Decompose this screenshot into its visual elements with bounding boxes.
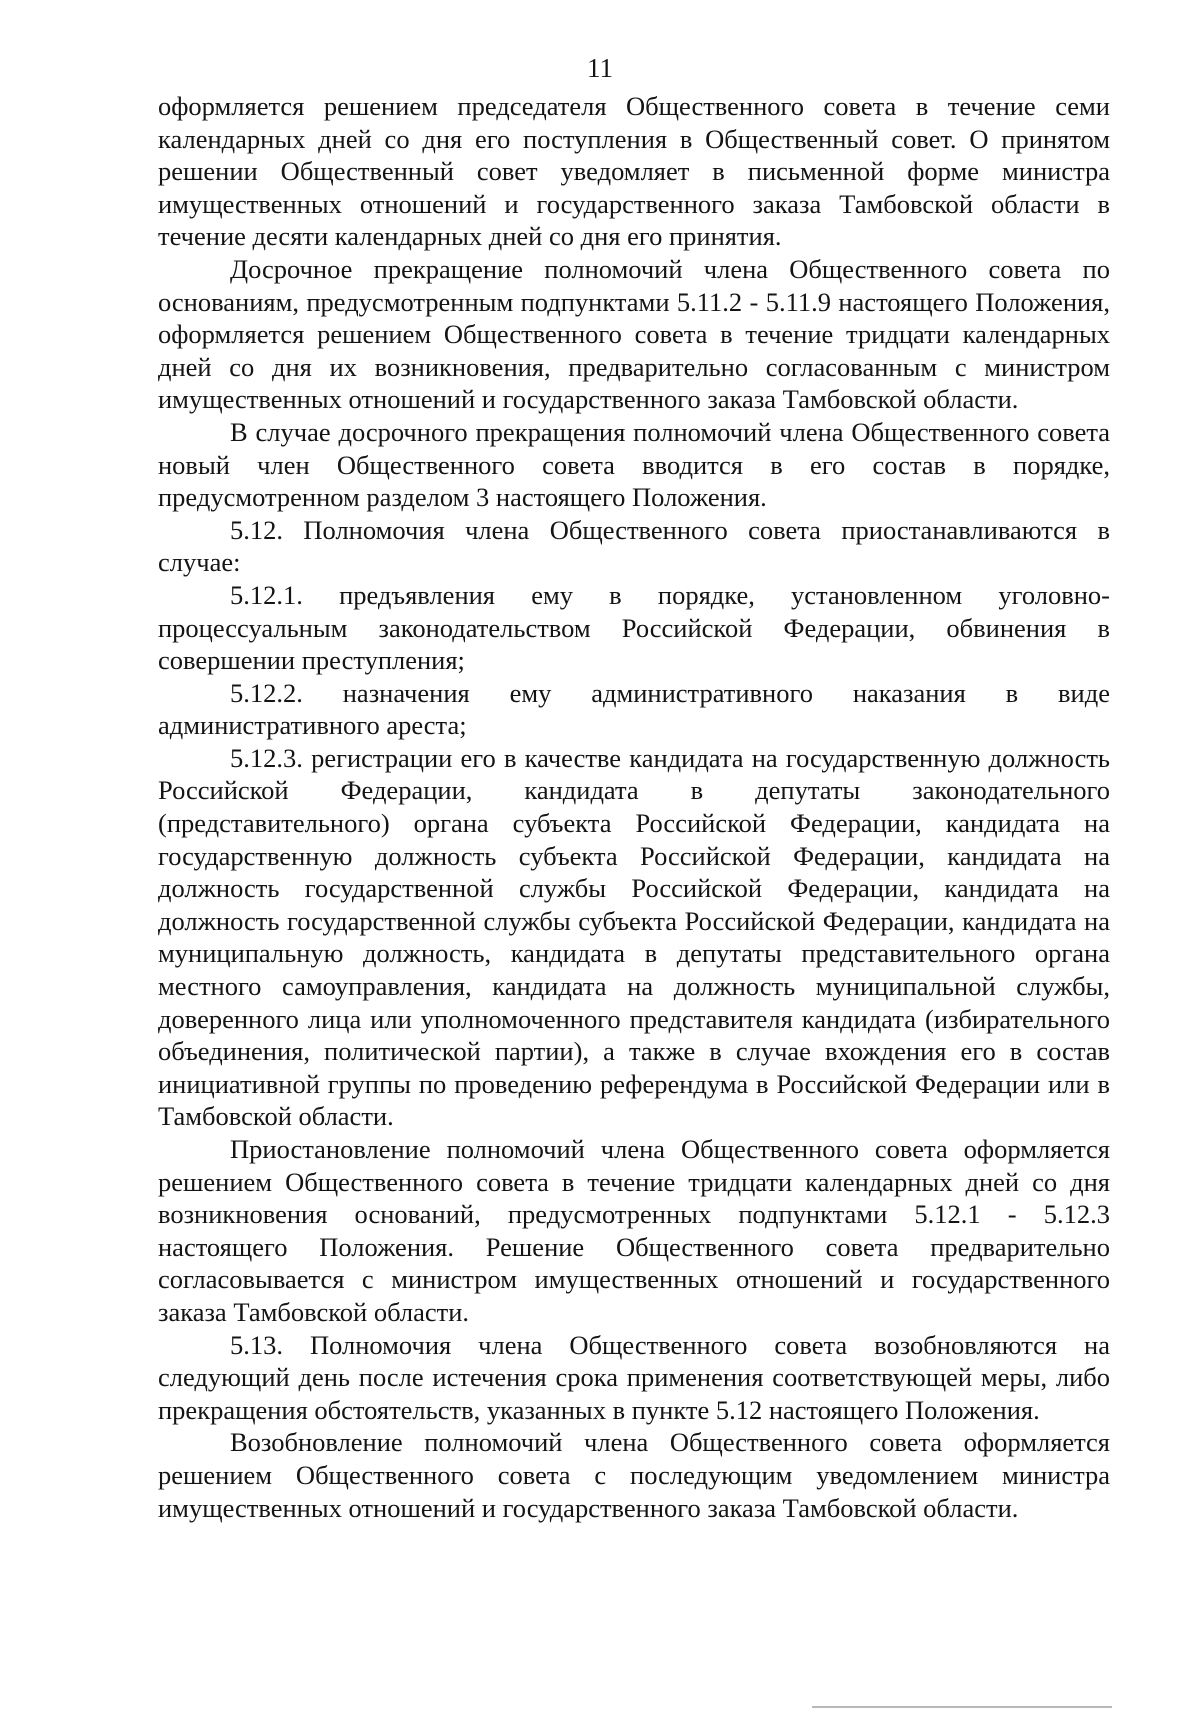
paragraph-5-13: 5.13. Полномочия члена Общественного совета возобновляются на следующий день после истечения срока применения соответствующей меры, либо прекращения обстоятельств, указанных в пункте 5.12 настоящего Положения.: [158, 1329, 1110, 1425]
paragraph-5-12-3: 5.12.3. регистрации его в качестве кандидата на государственную должность Российской Федерации, кандидата в депутаты законодательного (представительного) органа субъекта Российской Федерации, кандидата на государственную должность субъекта Российской Федерации, кандидата на должность государственной службы Российской Федерации, кандидата на должность государственной службы субъекта Российской Федерации, кандидата на муниципальную должность, кандидата в депутаты представительного органа местного самоуправления, кандидата на должность муниципальной службы, доверенного лица или уполномоченного представителя кандидата (избирательного объединения, политической партии), а также в случае вхождения его в состав инициативной группы по проведению референдума в Российской Федерации или в Тамбовской области.: [158, 742, 1110, 1132]
paragraph-new-member: В случае досрочного прекращения полномочий члена Общественного совета новый член Общественного совета вводится в его состав в порядке, предусмотренном разделом 3 настоящего Положения.: [158, 416, 1110, 513]
paragraph-early-termination: Досрочное прекращение полномочий члена Общественного совета по основаниям, предусмотренным подпунктами 5.11.2 - 5.11.9 настоящего Положения, оформляется решением Общественного совета в течение тридцати календарных дней со дня их возникновения, предварительно согласованным с министром имущественных отношений и государственного заказа Тамбовской области.: [158, 253, 1110, 415]
page-number: 11: [587, 53, 613, 83]
paragraph-5-12: 5.12. Полномочия члена Общественного совета приостанавливаются в случае:: [158, 514, 1110, 578]
scan-edge-line: [812, 1706, 1112, 1708]
paragraph-continuation: оформляется решением председателя Общественного совета в течение семи календарных дней со дня его поступления в Общественный совет. О принятом решении Общественный совет уведомляет в письменной форме министра имущественных отношений и государственного заказа Тамбовской области в течение десяти календарных дней со дня его принятия.: [158, 91, 1110, 252]
paragraph-suspension: Приостановление полномочий члена Общественного совета оформляется решением Общественного совета в течение тридцати календарных дней со дня возникновения оснований, предусмотренных подпунктами 5.12.1 - 5.12.3 настоящего Положения. Решение Общественного совета предварительно согласовывается с министром имущественных отношений и государственного заказа Тамбовской области.: [158, 1134, 1110, 1327]
document-body: [158, 90, 1110, 1524]
paragraph-5-12-2: 5.12.2. назначения ему административного наказания в виде административного ареста;: [158, 677, 1110, 741]
paragraph-5-12-1: 5.12.1. предъявления ему в порядке, установленном уголовно-процессуальным законодательством Российской Федерации, обвинения в совершении преступления;: [158, 579, 1110, 676]
paragraph-resumption: Возобновление полномочий члена Общественного совета оформляется решением Общественного совета с последующим уведомлением министра имущественных отношений и государственного заказа Тамбовской области.: [158, 1427, 1110, 1523]
